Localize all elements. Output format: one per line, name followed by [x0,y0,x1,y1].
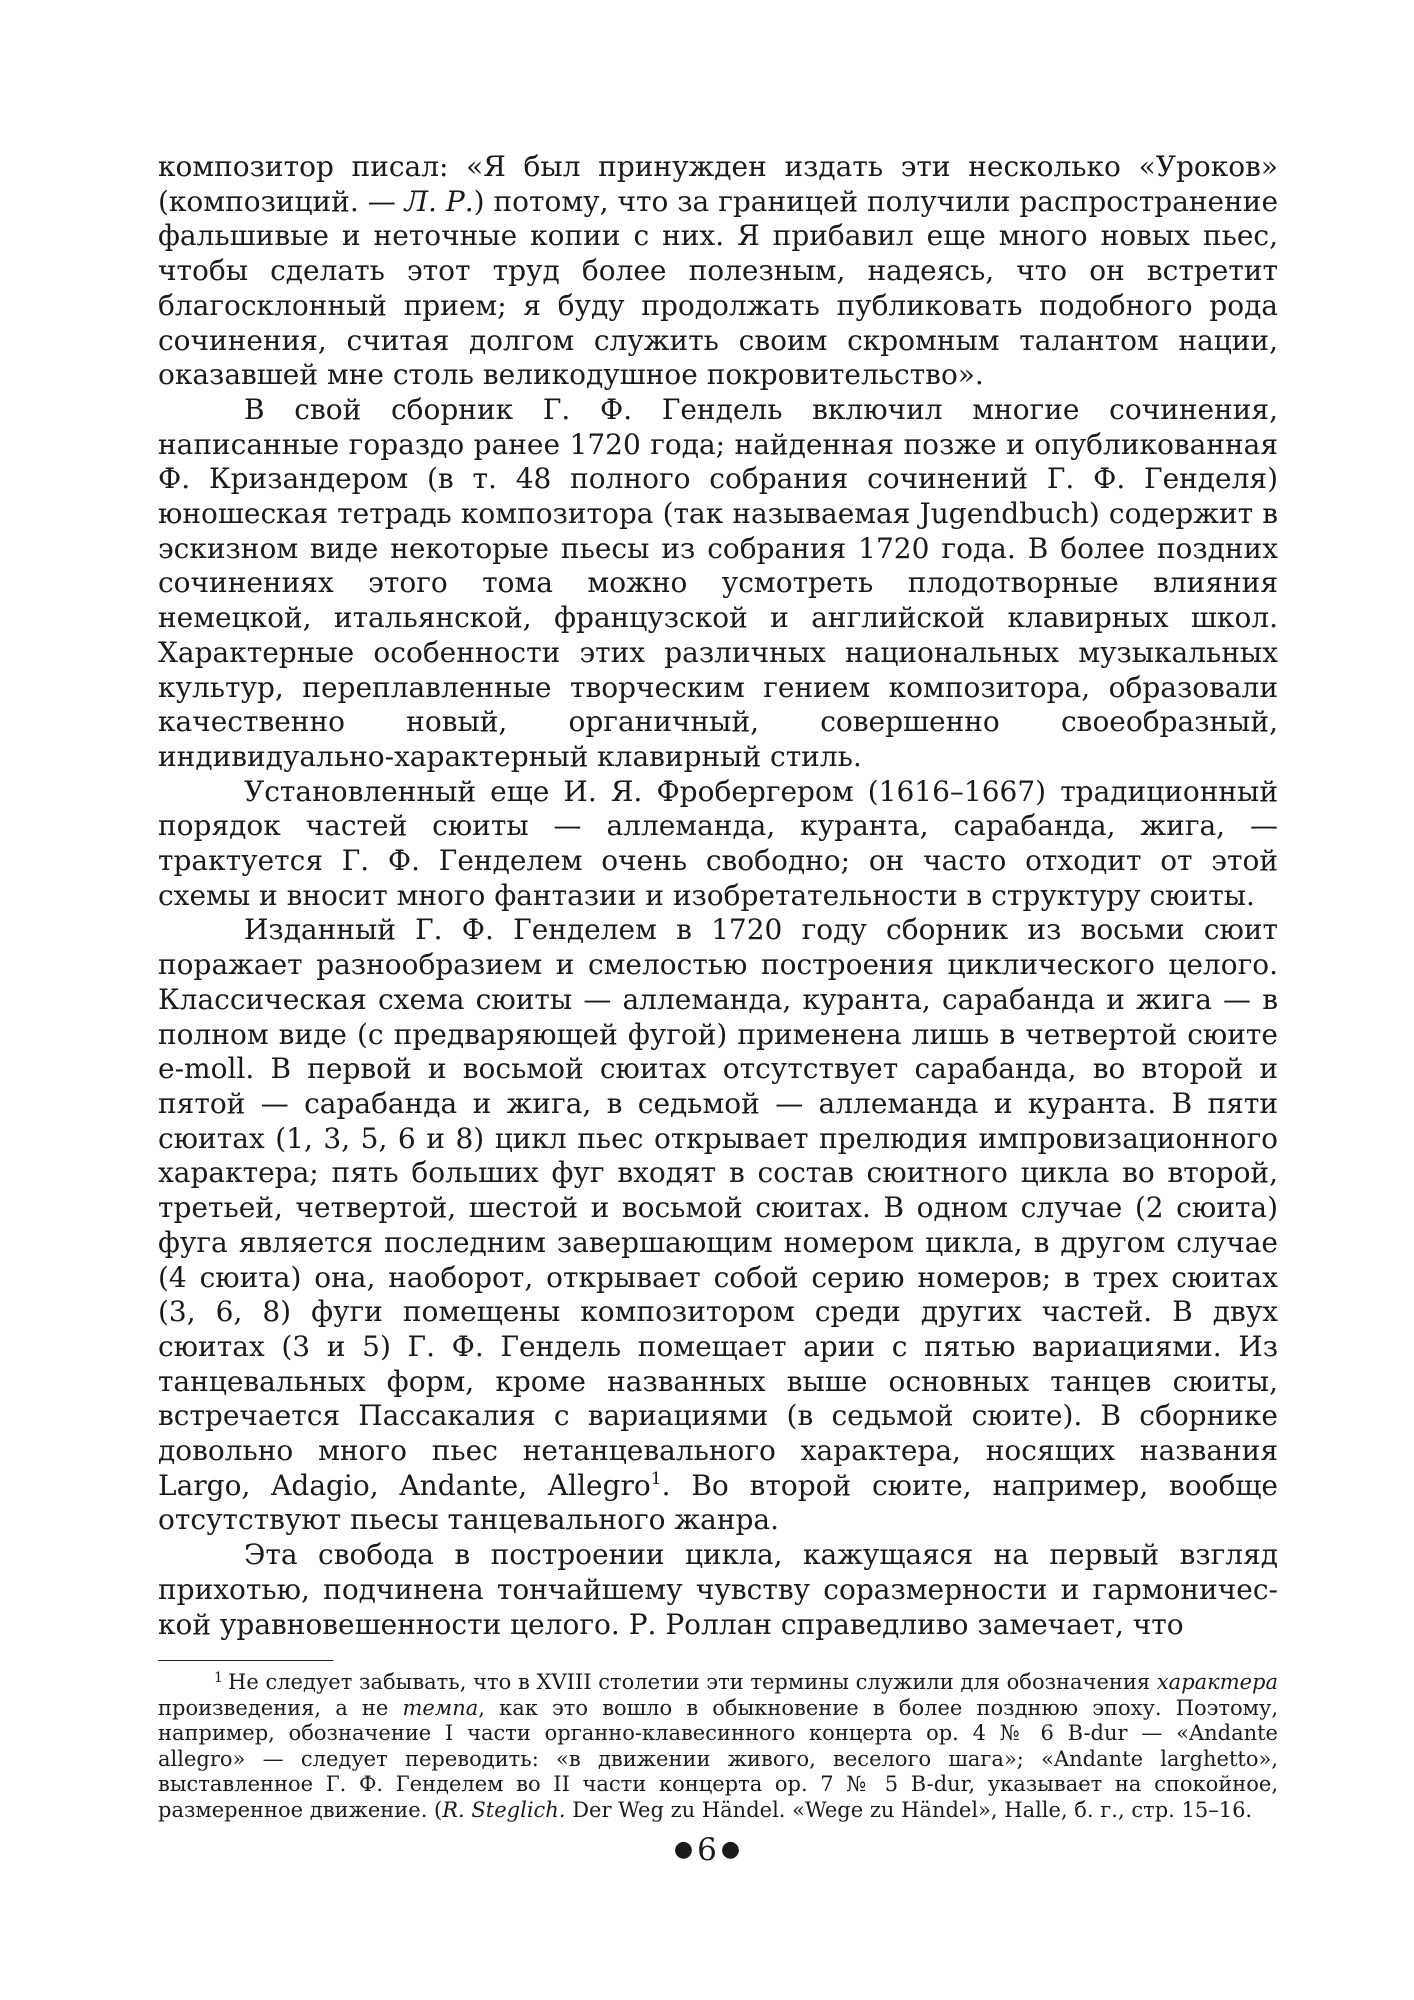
text-segment: Эта свобода в построении цикла, кажущаяся на первый взгляд прихотью, подчинена тончайшему чувству соразмерности и гармонической уравновешенности целого. Р. Роллан справедливо замечает, что [158,1538,1278,1641]
text-segment: Установленный еще И. Я. Фробергером (1616–1667) традиционный порядок частей сюиты — аллеманда, куранта, сарабанда, жига, — трактуется Г. Ф. Генделем очень свободно; он часто отходит от этой схемы и вносит много фантазии и изобретательности в структуру сюиты. [158,774,1278,912]
paragraph-2 [158,393,1278,775]
footnote-segment-italic: темпа [402,1695,479,1720]
page-number-value: 6 [697,1832,717,1868]
text-segment-italic: Л. Р. [404,184,474,218]
text-segment: . Во второй сюите, например, вообще отсутствуют пьесы танцевального жанра. [158,1468,1278,1537]
main-text [158,150,1278,1642]
paragraph-3 [158,775,1278,914]
footnote-segment: Не следует забывать, что в XVIII столетии эти термины служили для обозначения [228,1670,1157,1694]
paragraph-5 [158,1538,1278,1642]
paragraph-1 [158,150,1278,393]
text-segment: композитор писал: «Я был принужден издать эти несколько «Уроков» (композиций. — [158,150,1278,218]
footnote-segment: Der Weg zu Händel. «Wege zu Händel», Halle, б. г., стр. 15–16. [565,1797,1253,1822]
bullet-icon: ● [720,1837,741,1862]
text-segment: ) потому, что за границей получили распространение фальшивые и неточные копии с них. Я прибавил еще много новых пьес, чтобы сделать этот труд более полезным, надеясь, что он встретит благосклонный прием; я буду продолжать публиковать подобного рода сочинения, считая долгом служить своим скромным талантом нации, оказавшей мне столь великодушное покровительство». [158,184,1279,392]
bullet-icon: ● [673,1837,694,1862]
footnote-divider [158,1660,333,1661]
text-segment: В свой сборник Г. Ф. Гендель включил многие сочинения, написанные гораздо ранее 1720 года; найденная позже и опубликованная Ф. Кризандером (в т. 48 полного собрания сочинений Г. Ф. Генделя) юношеская тетрадь композитора (так называемая Jugendbuch) содержит в эскизном виде некоторые пьесы из собрания 1720 года. В более поздних сочинениях этого тома можно усмотреть плодотворные влияния немецкой, итальянской, французской и английской клавирных школ. Характерные особенности этих различных национальных музыкальных культур, переплавленные творческим гением композитора, образовали качественно новый, органичный, совершенно своеобразный, индивидуально-характерный клавирный стиль. [158,392,1278,773]
footnote: 1 Не следует забывать, что в XVIII столетии эти термины служили для обозначения характера произведения, а не темпа, как это вошло в обыкновение в более позднюю эпоху. Поэтому, например, обозначение I части органно-клавесинного концерта op. 4 № 6 B-dur — «Andante allegro» — следует переводить: «в движении живого, веселого шага»; «Andante larghetto», выставленное Г. Ф. Генделем во II части концерта op. 7 № 5 B-dur, указывает на спокойное, размеренное движение. (R. Steglich. Der Weg zu Händel. «Wege zu Händel», Halle, б. г., стр. 15–16. [158,1670,1278,1822]
page-number [0,1832,1414,1868]
footnote-reference: 1 [650,1468,662,1489]
paragraph-4 [158,913,1278,1538]
footnote-segment-italic: характера [1156,1670,1278,1694]
text-segment: Изданный Г. Ф. Генделем в 1720 году сборник из восьми сюит поражает разнообразием и смелостью построения циклического целого. Классическая схема сюиты — аллеманда, куранта, сарабанда и жига — в полном виде (с предваряющей фугой) применена лишь в четвертой сюите e-moll. В первой и восьмой сюитах отсутствует сарабанда, во второй и пятой — сарабанда и жига, в седьмой — аллеманда и куранта. В пяти сюитах (1, 3, 5, 6 и 8) цикл пьес открывает прелюдия импровизационного характера; пять больших фуг входят в состав сюитного цикла во второй, третьей, четвертой, шестой и восьмой сюитах. В одном случае (2 сюита) фуга является последним завершающим номером цикла, в другом случае (4 сюита) она, наоборот, открывает собой серию номеров; в трех сюитах (3, 6, 8) фуги помещены композитором среди других частей. В двух сюитах (3 и 5) Г. Ф. Гендель помещает арии с пятью вариациями. Из танцевальных форм, кроме названных выше основных танцев сюиты, встречается Пассакалия с вариациями (в седьмой сюите). В сборнике довольно много пьес нетанцевального характера, носящих названия Largo, Adagio, Andante, Allegro [158,913,1278,1502]
footnote-segment: , как это вошло в обыкновение в более позднюю эпоху. Поэтому, например, обозначение I части органно-клавесинного концерта op. 4 № 6 B-dur — «Andante allegro» — следует переводить: «в движении живого, веселого шага»; «Andante larghetto», выставленное Г. Ф. Генделем во II части концерта op. 7 № 5 B-dur, указывает на спокойное, размеренное движение. ( [158,1695,1278,1822]
footnote-segment-italic: R. Steglich. [442,1797,566,1822]
footnote-segment: произведения, а не [158,1695,403,1720]
